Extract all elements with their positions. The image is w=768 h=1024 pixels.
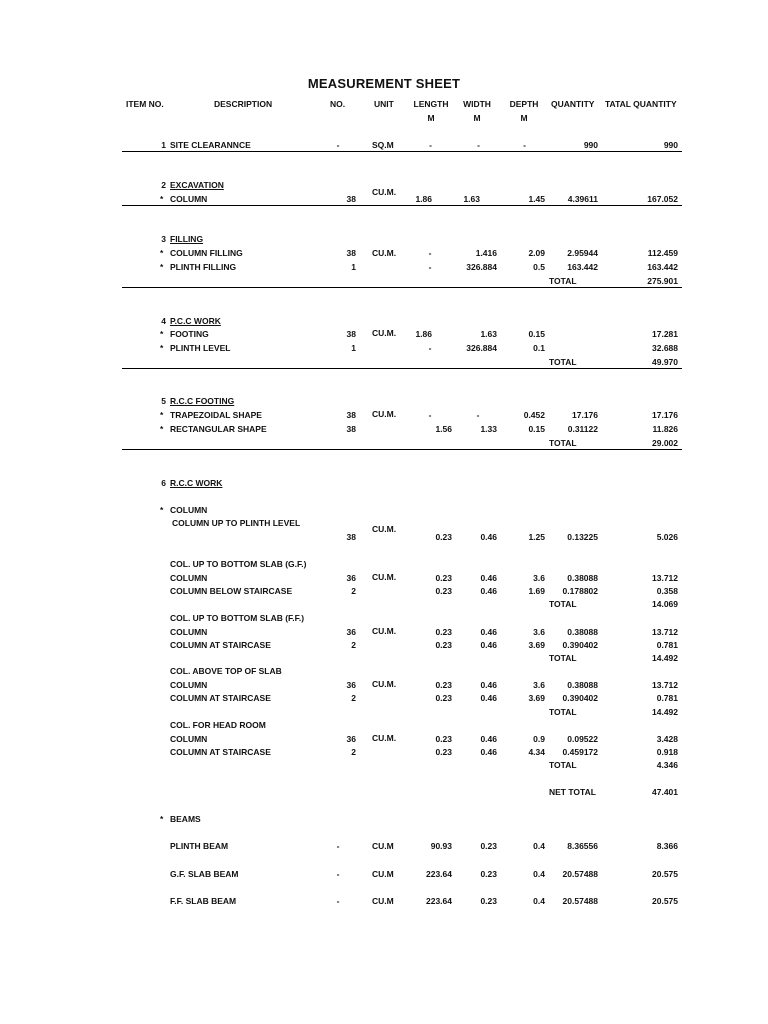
item-number: 2 bbox=[161, 180, 166, 190]
cell-quantity: 4.39611 bbox=[567, 194, 598, 204]
cell-no: - bbox=[336, 841, 340, 851]
group-total: 14.492 bbox=[652, 653, 678, 663]
cell-length: 0.23 bbox=[435, 573, 452, 583]
cell-unit: CU.M. bbox=[372, 733, 397, 743]
cell-depth: 3.69 bbox=[528, 693, 545, 703]
net-total-label: NET TOTAL bbox=[549, 787, 596, 797]
total-label: TOTAL bbox=[549, 707, 577, 717]
cell-quantity: 0.390402 bbox=[562, 693, 598, 703]
cell-total: 167.052 bbox=[647, 194, 678, 204]
cell-width: 0.46 bbox=[480, 573, 497, 583]
item-description: F.F. SLAB BEAM bbox=[170, 896, 237, 906]
header-description: DESCRIPTION bbox=[214, 99, 273, 109]
cell-length: - bbox=[428, 248, 432, 258]
cell-depth: 0.9 bbox=[533, 734, 545, 744]
page-title: MEASUREMENT SHEET bbox=[307, 76, 461, 91]
cell-unit: CU.M bbox=[372, 841, 394, 851]
cell-width: 0.23 bbox=[480, 841, 497, 851]
bullet: * bbox=[160, 248, 164, 258]
cell-unit: CU.M. bbox=[372, 626, 397, 636]
cell-depth: 1.69 bbox=[528, 586, 545, 596]
cell-total: 3.428 bbox=[656, 734, 678, 744]
cell-width: 0.46 bbox=[480, 680, 497, 690]
cell-no: 38 bbox=[346, 194, 356, 204]
cell-width: - bbox=[476, 410, 480, 420]
section-heading: FILLING bbox=[170, 234, 204, 244]
section-total: 29.002 bbox=[652, 438, 678, 448]
cell-quantity: 0.178802 bbox=[562, 586, 598, 596]
item-description: PLINTH BEAM bbox=[170, 841, 229, 851]
item-description: COLUMN bbox=[170, 627, 208, 637]
cell-length: - bbox=[428, 343, 432, 353]
group-total: 14.069 bbox=[652, 599, 678, 609]
item-description: COLUMN AT STAIRCASE bbox=[170, 640, 271, 650]
cell-unit: CU.M. bbox=[372, 328, 397, 338]
header-no: NO. bbox=[330, 99, 346, 109]
cell-quantity: 0.31122 bbox=[567, 424, 598, 434]
cell-width: 0.46 bbox=[480, 747, 497, 757]
bullet: * bbox=[160, 262, 164, 272]
cell-length: 223.64 bbox=[426, 869, 452, 879]
cell-unit: CU.M. bbox=[372, 187, 397, 197]
item-description: COLUMN BELOW STAIRCASE bbox=[170, 586, 293, 596]
group-heading: COL. FOR HEAD ROOM bbox=[170, 720, 266, 730]
cell-unit: CU.M bbox=[372, 869, 394, 879]
header-total-quantity: TATAL QUANTITY bbox=[605, 99, 677, 109]
cell-length: 0.23 bbox=[435, 627, 452, 637]
cell-length: - bbox=[429, 140, 432, 150]
cell-depth: 2.09 bbox=[528, 248, 545, 258]
item-description: COLUMN bbox=[170, 680, 208, 690]
cell-quantity: 163.442 bbox=[567, 262, 598, 272]
cell-depth: 0.15 bbox=[528, 424, 545, 434]
header-item-no: ITEM NO. bbox=[126, 99, 164, 109]
bullet: * bbox=[160, 329, 164, 339]
cell-unit: CU.M bbox=[372, 896, 394, 906]
cell-length: 0.23 bbox=[435, 586, 452, 596]
cell-length: 1.56 bbox=[435, 424, 452, 434]
section-heading: R.C.C WORK bbox=[170, 478, 223, 488]
bullet: * bbox=[160, 343, 164, 353]
cell-width: - bbox=[477, 140, 480, 150]
cell-length: 0.23 bbox=[435, 680, 452, 690]
cell-depth: 0.1 bbox=[533, 343, 545, 353]
cell-width: 1.33 bbox=[480, 424, 497, 434]
cell-total: 20.575 bbox=[652, 896, 678, 906]
cell-length: - bbox=[428, 410, 432, 420]
group-heading: COL. UP TO BOTTOM SLAB (F.F.) bbox=[170, 613, 305, 623]
bullet: * bbox=[160, 410, 164, 420]
header-width-unit: M bbox=[473, 113, 481, 123]
divider bbox=[122, 205, 682, 206]
bullet: * bbox=[160, 505, 164, 515]
cell-quantity: 17.176 bbox=[572, 410, 598, 420]
cell-no: 36 bbox=[346, 680, 356, 690]
cell-no: 2 bbox=[351, 640, 356, 650]
cell-no: 36 bbox=[346, 734, 356, 744]
subsection-heading: COLUMN bbox=[170, 505, 208, 515]
cell-total: 17.176 bbox=[652, 410, 678, 420]
section-heading: P.C.C WORK bbox=[170, 316, 221, 326]
cell-width: 1.416 bbox=[475, 248, 497, 258]
cell-depth: 3.6 bbox=[533, 680, 545, 690]
cell-depth: 0.15 bbox=[528, 329, 545, 339]
cell-quantity: 20.57488 bbox=[562, 869, 598, 879]
cell-unit: SQ.M bbox=[372, 140, 394, 150]
cell-depth: 0.4 bbox=[533, 869, 545, 879]
item-description: COLUMN UP TO PLINTH LEVEL bbox=[172, 518, 301, 528]
item-description: COLUMN bbox=[170, 734, 208, 744]
cell-no: 36 bbox=[346, 573, 356, 583]
cell-no: 2 bbox=[351, 693, 356, 703]
cell-no: 38 bbox=[346, 329, 356, 339]
cell-total: 13.712 bbox=[652, 627, 678, 637]
group-heading: COL. UP TO BOTTOM SLAB (G.F.) bbox=[170, 559, 307, 569]
cell-length: 223.64 bbox=[426, 896, 452, 906]
cell-quantity: 0.459172 bbox=[562, 747, 598, 757]
cell-length: 1.86 bbox=[415, 329, 432, 339]
cell-total: 8.366 bbox=[656, 841, 678, 851]
header-depth: DEPTH bbox=[509, 99, 539, 109]
cell-total: 990 bbox=[663, 140, 678, 150]
cell-no: 2 bbox=[351, 747, 356, 757]
cell-unit: CU.M. bbox=[372, 572, 397, 582]
cell-length: 0.23 bbox=[435, 734, 452, 744]
section-heading: R.C.C FOOTING bbox=[170, 396, 235, 406]
cell-total: 0.781 bbox=[656, 693, 678, 703]
header-unit: UNIT bbox=[374, 99, 394, 109]
cell-no: 38 bbox=[346, 532, 356, 542]
cell-depth: 3.69 bbox=[528, 640, 545, 650]
cell-quantity: 990 bbox=[583, 140, 598, 150]
item-description: PLINTH LEVEL bbox=[170, 343, 231, 353]
bullet: * bbox=[160, 814, 164, 824]
cell-no: 38 bbox=[346, 248, 356, 258]
header-quantity: QUANTITY bbox=[551, 99, 595, 109]
group-total: 14.492 bbox=[652, 707, 678, 717]
cell-width: 0.46 bbox=[480, 640, 497, 650]
cell-no: 38 bbox=[346, 424, 356, 434]
item-description: COLUMN AT STAIRCASE bbox=[170, 747, 271, 757]
cell-total: 20.575 bbox=[652, 869, 678, 879]
cell-unit: CU.M. bbox=[372, 409, 397, 419]
group-total: 4.346 bbox=[656, 760, 678, 770]
cell-width: 1.63 bbox=[480, 329, 497, 339]
cell-width: 1.63 bbox=[463, 194, 480, 204]
cell-total: 5.026 bbox=[656, 532, 678, 542]
cell-unit: CU.M. bbox=[372, 524, 397, 534]
total-label: TOTAL bbox=[549, 276, 577, 286]
cell-width: 0.46 bbox=[480, 586, 497, 596]
item-description: COLUMN AT STAIRCASE bbox=[170, 693, 271, 703]
cell-total: 13.712 bbox=[652, 573, 678, 583]
item-number: 4 bbox=[161, 316, 166, 326]
cell-no: - bbox=[336, 896, 340, 906]
total-label: TOTAL bbox=[549, 438, 577, 448]
cell-length: - bbox=[428, 262, 432, 272]
cell-unit: CU.M. bbox=[372, 679, 397, 689]
header-width: WIDTH bbox=[463, 99, 491, 109]
section-total: 49.970 bbox=[652, 357, 678, 367]
cell-no: - bbox=[336, 140, 340, 150]
cell-width: 0.46 bbox=[480, 734, 497, 744]
cell-no: 1 bbox=[351, 343, 356, 353]
cell-quantity: 20.57488 bbox=[562, 896, 598, 906]
cell-quantity: 0.13225 bbox=[567, 532, 598, 542]
item-description: PLINTH FILLING bbox=[170, 262, 237, 272]
cell-depth: 3.6 bbox=[533, 627, 545, 637]
item-description: SITE CLEARANNCE bbox=[170, 140, 251, 150]
cell-length: 0.23 bbox=[435, 532, 452, 542]
cell-no: 1 bbox=[351, 262, 356, 272]
item-description: COLUMN bbox=[170, 573, 208, 583]
divider bbox=[122, 151, 682, 152]
total-label: TOTAL bbox=[549, 760, 577, 770]
cell-total: 163.442 bbox=[647, 262, 678, 272]
item-description: COLUMN bbox=[170, 194, 208, 204]
item-number: 1 bbox=[161, 140, 166, 150]
item-description: FOOTING bbox=[170, 329, 209, 339]
cell-depth: 1.25 bbox=[528, 532, 545, 542]
cell-total: 112.459 bbox=[647, 248, 678, 258]
cell-width: 0.46 bbox=[480, 693, 497, 703]
bullet: * bbox=[160, 194, 164, 204]
item-description: COLUMN FILLING bbox=[170, 248, 243, 258]
cell-quantity: 2.95944 bbox=[567, 248, 598, 258]
cell-quantity: 0.38088 bbox=[567, 627, 598, 637]
cell-depth: 1.45 bbox=[528, 194, 545, 204]
total-label: TOTAL bbox=[549, 599, 577, 609]
cell-depth: 4.34 bbox=[528, 747, 545, 757]
header-length-unit: M bbox=[427, 113, 435, 123]
header-length: LENGTH bbox=[413, 99, 449, 109]
cell-depth: 3.6 bbox=[533, 573, 545, 583]
cell-quantity: 8.36556 bbox=[567, 841, 598, 851]
cell-depth: 0.5 bbox=[533, 262, 545, 272]
cell-length: 90.93 bbox=[430, 841, 452, 851]
cell-no: - bbox=[336, 869, 340, 879]
cell-length: 0.23 bbox=[435, 640, 452, 650]
cell-total: 0.358 bbox=[656, 586, 678, 596]
cell-unit: CU.M. bbox=[372, 248, 397, 258]
total-label: TOTAL bbox=[549, 653, 577, 663]
group-heading: COL. ABOVE TOP OF SLAB bbox=[170, 666, 282, 676]
net-total: 47.401 bbox=[652, 787, 678, 797]
cell-length: 0.23 bbox=[435, 693, 452, 703]
cell-quantity: 0.390402 bbox=[562, 640, 598, 650]
item-number: 3 bbox=[161, 234, 166, 244]
cell-no: 36 bbox=[346, 627, 356, 637]
cell-width: 0.46 bbox=[480, 627, 497, 637]
item-description: G.F. SLAB BEAM bbox=[170, 869, 239, 879]
cell-total: 13.712 bbox=[652, 680, 678, 690]
section-total: 275.901 bbox=[647, 276, 678, 286]
cell-depth: 0.452 bbox=[523, 410, 545, 420]
cell-depth: 0.4 bbox=[533, 896, 545, 906]
cell-quantity: 0.38088 bbox=[567, 680, 598, 690]
item-number: 6 bbox=[161, 478, 166, 488]
header-depth-unit: M bbox=[520, 113, 528, 123]
cell-no: 2 bbox=[351, 586, 356, 596]
cell-length: 1.86 bbox=[415, 194, 432, 204]
divider bbox=[122, 287, 682, 288]
section-heading: EXCAVATION bbox=[170, 180, 224, 190]
cell-total: 17.281 bbox=[652, 329, 678, 339]
cell-width: 0.46 bbox=[480, 532, 497, 542]
cell-total: 0.781 bbox=[656, 640, 678, 650]
total-label: TOTAL bbox=[549, 357, 577, 367]
item-description: RECTANGULAR SHAPE bbox=[170, 424, 267, 434]
item-number: 5 bbox=[161, 396, 166, 406]
divider bbox=[122, 449, 682, 450]
subsection-heading: BEAMS bbox=[170, 814, 201, 824]
cell-quantity: 0.09522 bbox=[567, 734, 598, 744]
cell-depth: 0.4 bbox=[533, 841, 545, 851]
divider bbox=[122, 368, 682, 369]
cell-depth: - bbox=[523, 140, 526, 150]
cell-width: 0.23 bbox=[480, 869, 497, 879]
cell-total: 0.918 bbox=[656, 747, 678, 757]
cell-width: 0.23 bbox=[480, 896, 497, 906]
cell-width: 326.884 bbox=[466, 262, 497, 272]
cell-length: 0.23 bbox=[435, 747, 452, 757]
cell-total: 32.688 bbox=[652, 343, 678, 353]
cell-width: 326.884 bbox=[466, 343, 497, 353]
cell-total: 11.826 bbox=[652, 424, 678, 434]
item-description: TRAPEZOIDAL SHAPE bbox=[170, 410, 262, 420]
cell-quantity: 0.38088 bbox=[567, 573, 598, 583]
bullet: * bbox=[160, 424, 164, 434]
cell-no: 38 bbox=[346, 410, 356, 420]
